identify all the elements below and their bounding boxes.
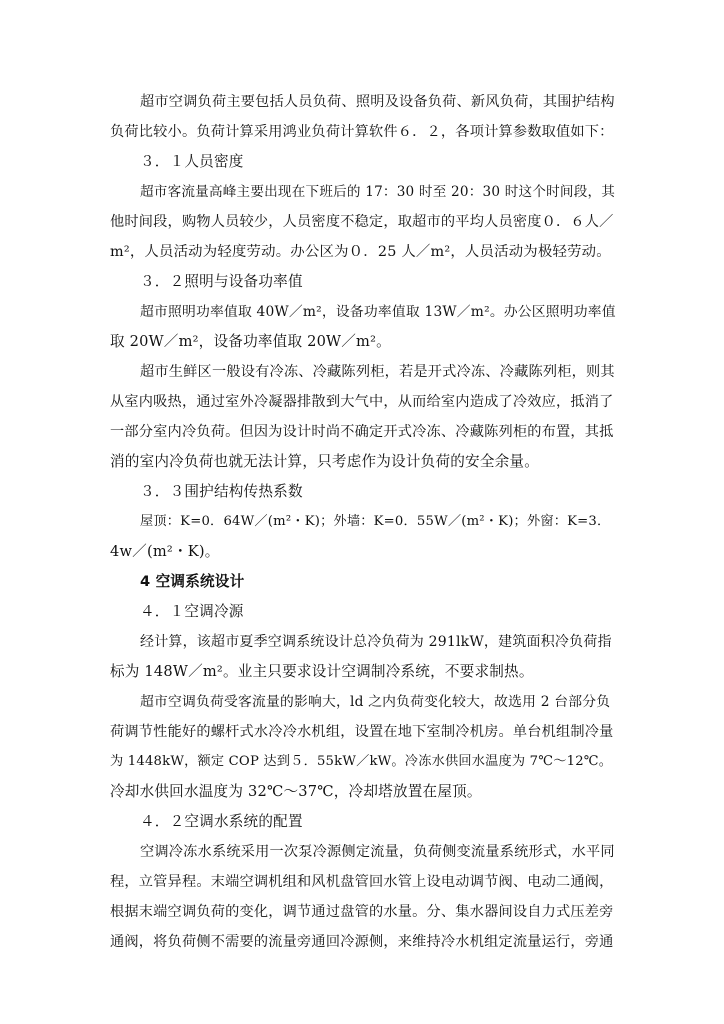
paragraph-line: 超市空调负荷受客流量的影响大，ld 之内负荷变化较大，故选用 2 台部分负	[140, 694, 611, 710]
paragraph-line: 屋顶：K=0．64W／(m²・K)；外墙：K=0．55W／(m²・K)；外窗：K=3．	[140, 514, 611, 529]
paragraph-line: 通阀，将负荷侧不需要的流量旁通回冷源侧，来维持冷水机组定流量运行，旁通	[110, 934, 614, 950]
paragraph-line: 4w／(m²・K)。	[110, 543, 220, 560]
paragraph-line: 超市照明功率值取 40W／m²，设备功率值取 13W／m²。办公区照明功率值	[140, 304, 616, 320]
section-heading: ３．１人员密度	[140, 153, 244, 170]
paragraph-line: 程，立管异程。末端空调机组和风机盘管回水管上设电动调节阀、电动二通阀，	[110, 874, 614, 890]
paragraph-line: 从室内吸热，通过室外冷凝器排散到大气中，从而给室内造成了冷效应，抵消了	[110, 394, 614, 410]
paragraph-line: 他时间段，购物人员较少，人员密度不稳定，取超市的平均人员密度０．６人／	[110, 214, 614, 230]
paragraph-line: 为 1448kW，额定 COP 达到５．55kW／kW。冷冻水供回水温度为 7℃～12℃。	[110, 754, 613, 769]
paragraph-line: 根据末端空调负荷的变化，调节通过盘管的水量。分、集水器间设自力式压差旁	[110, 904, 614, 920]
paragraph-line: 负荷比较小。负荷计算采用鸿业负荷计算软件６．２，各项计算参数取值如下：	[110, 124, 614, 140]
section-heading: ４．２空调水系统的配置	[140, 813, 303, 830]
paragraph-line: 空调冷冻水系统采用一次泵冷源侧定流量，负荷侧变流量系统形式，水平同	[140, 844, 615, 860]
paragraph-line: 一部分室内冷负荷。但因为设计时尚不确定开式冷冻、冷藏陈列柜的布置，其抵	[110, 424, 614, 440]
paragraph-line: 冷却水供回水温度为 32℃～37℃，冷却塔放置在屋顶。	[110, 783, 482, 800]
paragraph-line: 超市空调负荷主要包括人员负荷、照明及设备负荷、新风负荷，其围护结构	[140, 94, 615, 110]
paragraph-line: m²，人员活动为轻度劳动。办公区为０．25 人／m²，人员活动为极轻劳动。	[110, 244, 611, 260]
paragraph-line: 超市客流量高峰主要出现在下班后的 17：30 时至 20：30 时这个时间段，其	[140, 184, 616, 200]
section-heading: ３．２照明与设备功率值	[140, 273, 303, 290]
paragraph-line: 经计算，该超市夏季空调系统设计总冷负荷为 291lkW，建筑面积冷负荷指	[140, 634, 612, 650]
section-heading: ４．１空调冷源	[140, 603, 244, 620]
paragraph-line: 标为 148W／m²。业主只要求设计空调制冷系统，不要求制热。	[110, 663, 534, 680]
paragraph-line: 消的室内冷负荷也就无法计算，只考虑作为设计负荷的安全余量。	[110, 453, 540, 470]
chapter-heading: 4 空调系统设计	[140, 573, 245, 590]
paragraph-line: 取 20W／m²，设备功率值取 20W／m²。	[110, 333, 391, 350]
paragraph-line: 荷调节性能好的螺杆式水冷冷水机组，设置在地下室制冷机房。单台机组制冷量	[110, 724, 614, 740]
section-heading: ３．３围护结构传热系数	[140, 483, 303, 500]
paragraph-line: 超市生鲜区一般设有冷冻、冷藏陈列柜，若是开式冷冻、冷藏陈列柜，则其	[140, 364, 615, 380]
